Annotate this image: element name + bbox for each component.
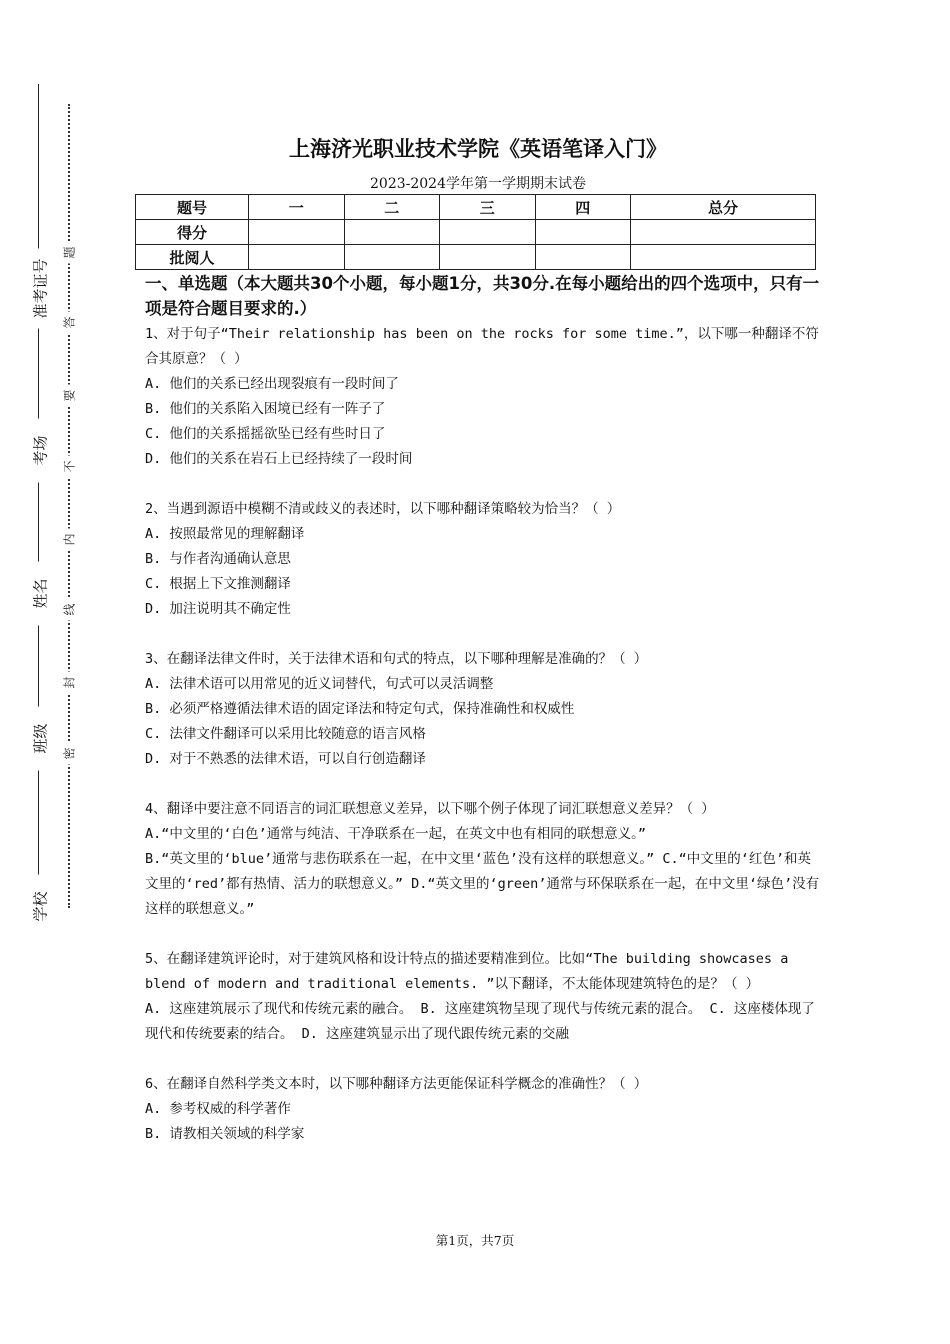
grader-cell[interactable]	[344, 245, 440, 270]
question-stem: 3、在翻译法律文件时，关于法律术语和句式的特点，以下哪种理解是准确的？（ ）	[145, 651, 648, 667]
question-item	[145, 497, 821, 622]
score-table-header-row	[136, 195, 816, 220]
question-option: B. 他们的关系陷入困境已经有一阵子了	[145, 401, 386, 417]
question-stem: 1、对于句子“Their relationship has been on the rocks for some time.”，以下哪一种翻译不符合其原意？（ ）	[145, 326, 819, 367]
score-col-header: 四	[535, 195, 631, 220]
score-cell[interactable]	[631, 220, 816, 245]
score-row-label: 得分	[136, 220, 249, 245]
binding-solid-line	[38, 84, 39, 908]
question-stem: 4、翻译中要注意不同语言的词汇联想意义差异，以下哪个例子体现了词汇联想意义差异？（ ）	[145, 801, 715, 817]
grader-row-label: 批阅人	[136, 245, 249, 270]
exam-subtitle: 2023-2024学年第一学期期末试卷	[370, 176, 586, 192]
grader-cell[interactable]	[249, 245, 345, 270]
score-col-header: 总分	[631, 195, 816, 220]
grader-cell[interactable]	[535, 245, 631, 270]
question-item	[145, 947, 821, 1047]
score-cell[interactable]	[344, 220, 440, 245]
question-item	[145, 322, 821, 472]
seal-char-nei: 内	[61, 529, 78, 551]
exam-room-label: 考场	[30, 419, 51, 483]
question-option: A.“中文里的‘白色’通常与纯洁、干净联系在一起，在英文中也有相同的联想意义。”	[145, 826, 647, 842]
seal-char-yao: 要	[61, 385, 78, 407]
grader-row	[136, 245, 816, 270]
question-stem: 2、当遇到源语中模糊不清或歧义的表述时，以下哪种翻译策略较为恰当？（ ）	[145, 501, 621, 517]
score-table	[135, 194, 816, 270]
question-option: D. 加注说明其不确定性	[145, 601, 291, 617]
exam-title: 上海济光职业技术学院《英语笔译入门》	[289, 137, 667, 161]
question-option: D. 对于不熟悉的法律术语，可以自行创造翻译	[145, 751, 426, 767]
seal-char-da: 答	[61, 312, 78, 334]
seal-char-xian: 线	[61, 599, 78, 621]
name-label: 姓名	[30, 562, 51, 626]
question-item	[145, 797, 821, 922]
grader-cell[interactable]	[631, 245, 816, 270]
question-option: C. 根据上下文推测翻译	[145, 576, 291, 592]
question-option: A. 参考权威的科学著作	[145, 1101, 291, 1117]
score-cell[interactable]	[535, 220, 631, 245]
seal-char-feng: 封	[61, 672, 78, 694]
binding-dotted-line	[68, 104, 70, 908]
score-cell[interactable]	[249, 220, 345, 245]
question-option: A. 按照最常见的理解翻译	[145, 526, 305, 542]
question-option: C. 法律文件翻译可以采用比较随意的语言风格	[145, 726, 426, 742]
question-option: B. 必须严格遵循法律术语的固定译法和特定句式，保持准确性和权威性	[145, 701, 575, 717]
page-footer: 第1页，共7页	[435, 1233, 515, 1248]
class-label: 班级	[30, 707, 51, 771]
question-option: D. 他们的关系在岩石上已经持续了一段时间	[145, 451, 413, 467]
question-stem: 6、在翻译自然科学类文本时，以下哪种翻译方法更能保证科学概念的准确性？（ ）	[145, 1076, 648, 1092]
question-list	[145, 322, 821, 1172]
seal-char-mi: 密	[61, 743, 78, 765]
question-option: A. 他们的关系已经出现裂痕有一段时间了	[145, 376, 399, 392]
score-row	[136, 220, 816, 245]
seal-char-ti: 题	[61, 242, 78, 264]
score-col-header: 三	[440, 195, 536, 220]
section-heading: 一、单选题（本大题共30个小题，每小题1分，共30分.在每小题给出的四个选项中，只有一项是符合题目要求的.）	[145, 274, 820, 318]
question-option: B. 与作者沟通确认意思	[145, 551, 291, 567]
binding-margin	[0, 0, 100, 1344]
score-col-header: 二	[344, 195, 440, 220]
exam-number-label: 准考证号	[30, 249, 51, 329]
question-item	[145, 647, 821, 772]
grader-cell[interactable]	[440, 245, 536, 270]
question-item	[145, 1072, 821, 1147]
question-option: A. 这座建筑展示了现代和传统元素的融合。 B. 这座建筑物呈现了现代与传统元素的混合。 C. 这座楼体现了现代和传统要素的结合。 D. 这座建筑显示出了现代跟传统元素的交融	[145, 1001, 815, 1042]
score-cell[interactable]	[440, 220, 536, 245]
question-option: B. 请教相关领域的科学家	[145, 1126, 305, 1142]
score-col-header: 题号	[136, 195, 249, 220]
question-stem: 5、在翻译建筑评论时，对于建筑风格和设计特点的描述要精准到位。比如“The building showcases a blend of modern and traditional elements. ”以下翻译，不太能体现建筑特色的是？（ ）	[145, 951, 789, 992]
question-option: C. 他们的关系摇摇欲坠已经有些时日了	[145, 426, 386, 442]
school-label: 学校	[30, 875, 51, 939]
seal-char-bu: 不	[61, 456, 78, 478]
question-option: A. 法律术语可以用常见的近义词替代，句式可以灵活调整	[145, 676, 494, 692]
question-option: B.“英文里的‘blue’通常与悲伤联系在一起，在中文里‘蓝色’没有这样的联想意义。” C.“中文里的‘红色’和英文里的‘red’都有热情、活力的联想意义。” D.“英文里的‘green’通常与环保联系在一起，在中文里‘绿色’没有这样的联想意义。”	[145, 851, 820, 917]
score-col-header: 一	[249, 195, 345, 220]
